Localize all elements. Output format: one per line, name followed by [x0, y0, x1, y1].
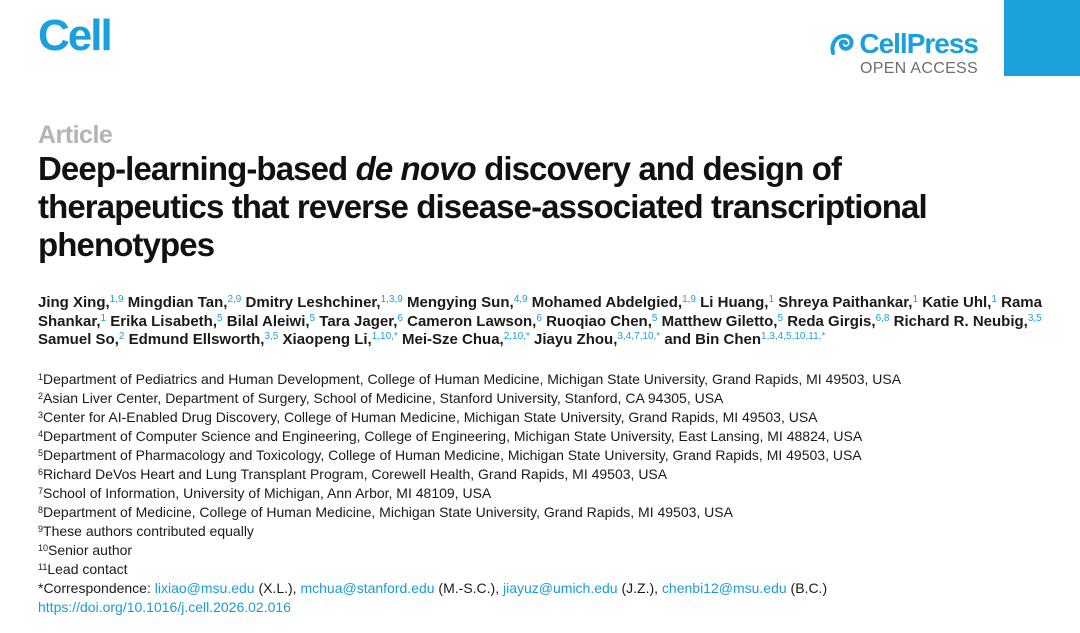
author-affiliation-marks: 2: [118, 331, 125, 342]
author-name: Rama Shankar,: [38, 294, 1042, 330]
correspondence-contacts: [155, 580, 827, 596]
affiliation-item: [38, 408, 1058, 427]
article-title: [38, 150, 998, 264]
affiliation-text: Asian Liver Center, Department of Surgery, School of Medicine, Stanford University, Stanford, CA 94305, USA: [43, 390, 724, 406]
author-affiliation-marks: 1,10,*: [371, 331, 398, 342]
affiliation-number: 8: [38, 505, 44, 515]
affiliation-list: [38, 370, 1058, 579]
author[interactable]: [319, 313, 403, 330]
author-name: Ruoqiao Chen,: [546, 312, 652, 330]
author-affiliation-marks: 5: [777, 312, 784, 324]
email-link[interactable]: chenbi12@msu.edu: [661, 580, 787, 596]
author-name: Richard R. Neubig,: [893, 312, 1028, 330]
doi-link[interactable]: https://doi.org/10.1016/j.cell.2026.02.016: [38, 599, 291, 615]
email-owner: (M.-S.C.),: [434, 580, 503, 596]
author-affiliation-marks: 1,9: [109, 294, 124, 305]
affiliation-item: [38, 446, 1058, 465]
affiliation-text: Department of Computer Science and Engineering, College of Engineering, Michigan State University, East Lansing, MI 48824, USA: [43, 428, 863, 444]
author-name: Reda Girgis,: [787, 312, 876, 330]
author-affiliation-marks: 1: [912, 294, 919, 305]
author-affiliation-marks: 1: [100, 312, 107, 324]
author[interactable]: [922, 294, 997, 311]
email-link[interactable]: jiayuz@umich.edu: [502, 580, 618, 596]
affiliation-item: [38, 560, 1058, 579]
affiliation-number: 1: [38, 372, 44, 382]
author-affiliation-marks: 2,10,*: [503, 331, 530, 342]
author-affiliation-marks: 3,5: [1027, 312, 1042, 324]
author-name: Dmitry Leshchiner,: [245, 294, 381, 311]
author-name: Bilal Aleiwi,: [226, 312, 310, 330]
affiliation-number: 10: [38, 543, 49, 553]
author[interactable]: [778, 294, 918, 311]
affiliation-text: Center for AI-Enabled Drug Discovery, College of Human Medicine, Michigan State University, Grand Rapids, MI 49503, USA: [43, 409, 818, 425]
email-owner: (J.Z.),: [617, 580, 662, 596]
affiliation-number: 2: [38, 391, 44, 401]
author-affiliation-marks: 6: [397, 312, 403, 324]
author-name: Katie Uhl,: [922, 294, 992, 311]
author-affiliation-marks: 3,4,7,10,*: [617, 331, 661, 342]
author[interactable]: [532, 294, 696, 311]
title-italic-part: de novo: [355, 150, 476, 187]
author-affiliation-marks: 2,9: [227, 294, 242, 305]
affiliation-text: These authors contributed equally: [43, 523, 254, 539]
author[interactable]: [128, 294, 242, 311]
author-affiliation-marks: 1,9: [682, 294, 696, 305]
author-affiliation-marks: 5: [651, 312, 658, 324]
affiliation-text: Department of Pediatrics and Human Development, College of Human Medicine, Michigan State University, Grand Rapids, MI 49503, USA: [43, 371, 902, 387]
author[interactable]: [246, 294, 403, 311]
article-type-label: Article: [38, 121, 113, 149]
author[interactable]: [110, 313, 222, 330]
affiliation-number: 11: [38, 562, 48, 572]
author[interactable]: [662, 313, 783, 330]
author[interactable]: [38, 331, 124, 348]
author-name: Mohamed Abdelgied,: [531, 294, 683, 311]
author[interactable]: [129, 331, 279, 348]
author[interactable]: [402, 331, 530, 348]
author[interactable]: [700, 294, 774, 311]
email-owner: (B.C.): [786, 580, 828, 596]
author[interactable]: [787, 313, 889, 330]
author-affiliation-marks: 1,3,9: [380, 294, 403, 305]
affiliation-item: [38, 484, 1058, 503]
author-affiliation-marks: 6: [536, 312, 542, 324]
author-affiliation-marks: 1: [768, 294, 775, 305]
author[interactable]: [407, 313, 542, 330]
open-access-label: OPEN ACCESS: [859, 60, 978, 77]
author-name: and Bin Chen: [664, 331, 762, 348]
author-affiliation-marks: 4,9: [513, 294, 528, 305]
affiliation-text: Department of Pharmacology and Toxicology, College of Human Medicine, Michigan State University, Grand Rapids, MI 49503, USA: [43, 447, 862, 463]
affiliation-number: 9: [38, 524, 44, 534]
author-name: Jiayu Zhou,: [534, 331, 618, 348]
author-name: Samuel So,: [38, 331, 119, 348]
affiliation-text: Department of Medicine, College of Human Medicine, Michigan State University, Grand Rapids, MI 49503, USA: [43, 504, 733, 520]
affiliation-text: Senior author: [48, 542, 133, 558]
author-name: Li Huang,: [700, 294, 769, 311]
corner-block: [1004, 0, 1080, 76]
author-affiliation-marks: 1: [991, 294, 997, 305]
author-list: [38, 294, 1058, 350]
author-name: Xiaopeng Li,: [282, 331, 372, 348]
journal-logo: Cell: [38, 11, 111, 60]
author[interactable]: [283, 331, 398, 348]
affiliation-item: [38, 427, 1058, 446]
author[interactable]: [664, 331, 825, 348]
author-name: Tara Jager,: [319, 312, 398, 330]
affiliation-number: 3: [38, 410, 44, 420]
affiliation-number: 7: [38, 486, 44, 496]
author-affiliation-marks: 5: [309, 312, 316, 324]
author-name: Shreya Paithankar,: [778, 294, 913, 311]
author[interactable]: [227, 313, 315, 330]
correspondence-label: *Correspondence:: [38, 580, 155, 596]
affiliations-block: [38, 370, 1058, 617]
affiliation-number: 4: [38, 429, 44, 439]
author[interactable]: [407, 294, 528, 311]
author[interactable]: [894, 313, 1042, 330]
affiliation-number: 5: [38, 448, 44, 458]
author-name: Mingdian Tan,: [127, 294, 228, 311]
affiliation-item: [38, 370, 1058, 389]
author-affiliation-marks: 3,5: [264, 331, 279, 342]
email-owner: (X.L.),: [254, 580, 301, 596]
title-part: Deep-learning-based: [38, 150, 356, 187]
publisher-name: CellPress: [859, 28, 978, 59]
author[interactable]: [546, 313, 657, 330]
cellpress-swirl-icon: [829, 31, 855, 57]
email-link[interactable]: mchua@stanford.edu: [300, 580, 435, 596]
author-name: Mengying Sun,: [407, 294, 514, 311]
title-part: discovery and design of therapeutics that reverse disease-associated transcriptional phenotypes: [38, 150, 927, 263]
affiliation-item: [38, 465, 1058, 484]
author-name: Cameron Lawson,: [407, 312, 537, 330]
author-affiliation-marks: 6,8: [875, 312, 890, 324]
author-affiliation-marks: 1,3,4,5,10,11,*: [761, 331, 826, 342]
author-name: Matthew Giletto,: [661, 312, 778, 330]
author-name: Mei-Sze Chua,: [402, 331, 504, 348]
author-name: Jing Xing,: [38, 294, 110, 311]
affiliation-item: [38, 522, 1058, 541]
publisher-logo: [829, 30, 978, 78]
correspondence-line: [38, 579, 1058, 598]
email-link[interactable]: lixiao@msu.edu: [154, 580, 255, 596]
affiliation-text: Lead contact: [47, 561, 128, 577]
affiliation-item: [38, 541, 1058, 560]
affiliation-number: 6: [38, 467, 44, 477]
author[interactable]: [534, 331, 660, 348]
affiliation-text: School of Information, University of Michigan, Ann Arbor, MI 48109, USA: [43, 485, 492, 501]
affiliation-text: Richard DeVos Heart and Lung Transplant Program, Corewell Health, Grand Rapids, MI 49503, USA: [43, 466, 668, 482]
author-name: Edmund Ellsworth,: [128, 331, 265, 348]
author[interactable]: [38, 294, 124, 311]
author-affiliation-marks: 5: [217, 312, 223, 324]
author-name: Erika Lisabeth,: [110, 312, 217, 330]
affiliation-item: [38, 503, 1058, 522]
affiliation-item: [38, 389, 1058, 408]
